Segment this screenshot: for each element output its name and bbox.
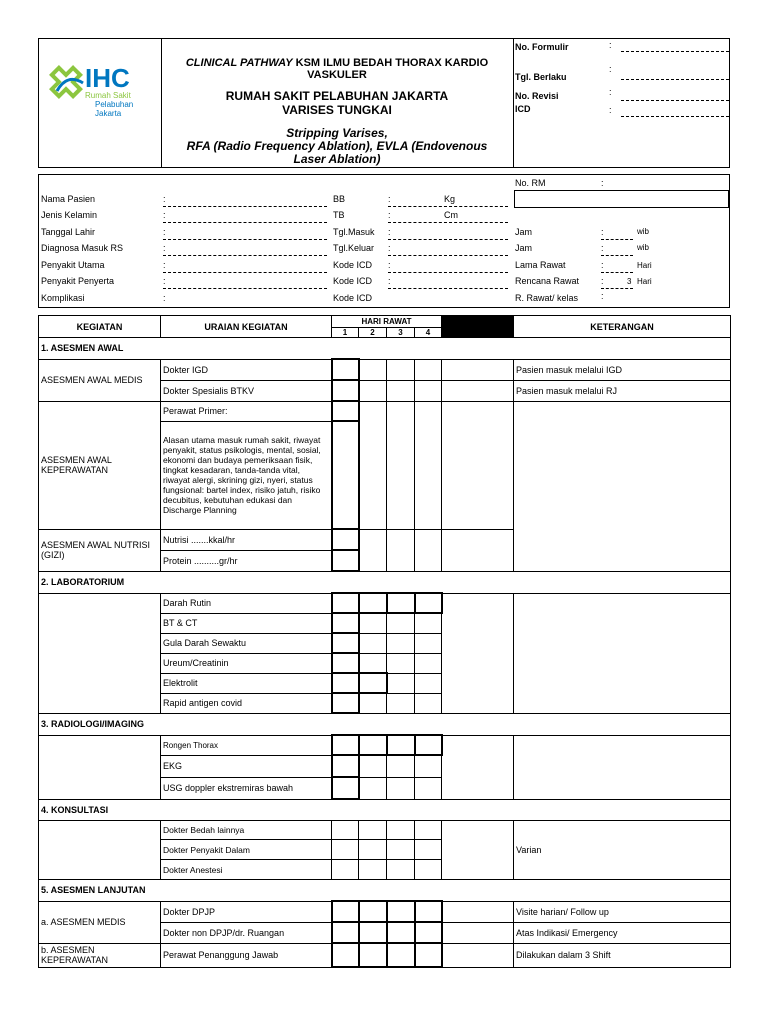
blank-cell: [442, 901, 514, 922]
logo-cell: [39, 39, 162, 167]
patient-mid-label: Kode ICD: [333, 276, 373, 286]
bb-field[interactable]: [388, 206, 508, 207]
colon: :: [163, 260, 166, 270]
kegiatan-label: a. ASESMEN MEDIS: [39, 901, 161, 943]
day-checkbox[interactable]: [359, 401, 387, 529]
blank-cell: [442, 359, 514, 380]
keterangan: Visite harian/ Follow up: [514, 901, 731, 922]
diagnosa-field[interactable]: [163, 255, 327, 256]
colon: :: [163, 293, 166, 303]
meta-colon: :: [609, 105, 612, 115]
uraian-item: Dokter non DPJP/dr. Ruangan: [161, 922, 332, 943]
keterangan-empty: [514, 593, 731, 713]
colon: :: [163, 227, 166, 237]
logo-brand: IHC: [85, 63, 130, 93]
meta-field[interactable]: [621, 79, 729, 80]
patient-right-label: Rencana Rawat: [515, 276, 580, 286]
day-checkbox[interactable]: [387, 613, 415, 633]
day-checkbox[interactable]: [359, 922, 387, 943]
day-checkbox[interactable]: [332, 359, 359, 380]
day-checkbox[interactable]: [332, 735, 359, 755]
meta-cell: [513, 39, 729, 167]
day-checkbox[interactable]: [387, 359, 415, 380]
kegiatan-empty: [39, 593, 161, 713]
hospital-name: RUMAH SAKIT PELABUHAN JAKARTA: [225, 89, 449, 103]
patient-label: Penyakit Utama: [41, 260, 105, 270]
uraian-item: Rongen Thorax: [161, 735, 332, 755]
day-checkbox[interactable]: [332, 901, 359, 922]
blank-cell: [442, 735, 514, 799]
colon: :: [388, 227, 391, 237]
tgl-masuk-field[interactable]: [388, 239, 508, 240]
penyakit-utama-field[interactable]: [163, 272, 327, 273]
day-checkbox[interactable]: [387, 653, 415, 673]
title-italic: CLINICAL PATHWAY: [185, 57, 293, 69]
day-checkbox[interactable]: [387, 821, 415, 840]
patient-label: Komplikasi: [41, 293, 85, 303]
day-checkbox[interactable]: [332, 840, 359, 860]
keterangan-empty: [514, 735, 731, 799]
day-checkbox[interactable]: [359, 840, 387, 860]
day-checkbox[interactable]: [415, 821, 442, 840]
patient-label: Tanggal Lahir: [41, 227, 96, 237]
day-checkbox[interactable]: [359, 380, 387, 401]
colon: :: [601, 291, 604, 301]
day-checkbox[interactable]: [387, 943, 415, 967]
day-checkbox[interactable]: [332, 401, 359, 421]
day-checkbox[interactable]: [332, 860, 359, 880]
condition-name: VARISES TUNGKAI: [282, 103, 392, 117]
unit-cm: Cm: [444, 210, 458, 220]
day-checkbox[interactable]: [359, 673, 387, 693]
patient-mid-label: Kode ICD: [333, 260, 373, 270]
patient-mid-label: TB: [333, 210, 345, 220]
meta-field[interactable]: [621, 116, 729, 117]
col-blackout: [442, 316, 514, 338]
kegiatan-label: ASESMEN AWAL MEDIS: [39, 359, 161, 401]
day-checkbox[interactable]: [332, 943, 359, 967]
day-checkbox[interactable]: [359, 860, 387, 880]
day-checkbox[interactable]: [415, 529, 442, 571]
patient-mid-label: Tgl.Keluar: [333, 243, 375, 253]
day-checkbox[interactable]: [332, 777, 359, 799]
day-checkbox[interactable]: [415, 613, 442, 633]
day-checkbox[interactable]: [415, 673, 442, 693]
colon: :: [601, 276, 604, 286]
uraian-item: Ureum/Creatinin: [161, 653, 332, 673]
colon: :: [601, 227, 604, 237]
logo-line2: Pelabuhan Jakarta: [95, 100, 134, 118]
section-title: 4. KONSULTASI: [39, 799, 731, 821]
patient-label: Nama Pasien: [41, 194, 96, 204]
day-checkbox[interactable]: [415, 380, 442, 401]
title-rest: KSM ILMU BEDAH THORAX KARDIO VASKULER: [292, 57, 489, 81]
lama-rawat-field[interactable]: [601, 272, 633, 273]
pathway-table: [38, 315, 731, 968]
patient-label: Diagnosa Masuk RS: [41, 243, 124, 253]
col-keterangan: KETERANGAN: [514, 316, 731, 338]
keterangan: Pasien masuk melalui IGD: [514, 359, 731, 380]
unit-wib: wib: [637, 227, 650, 236]
day-checkbox[interactable]: [359, 693, 387, 713]
kegiatan-empty: [39, 821, 161, 880]
day-checkbox[interactable]: [415, 653, 442, 673]
patient-mid-label: Tgl.Masuk: [333, 227, 375, 237]
day-checkbox[interactable]: [415, 359, 442, 380]
day-checkbox[interactable]: [359, 633, 387, 653]
colon: :: [601, 243, 604, 253]
kode-icd-field[interactable]: [388, 288, 508, 289]
uraian-item: Perawat Penanggung Jawab: [161, 943, 332, 967]
procedure-line1: Stripping Varises,: [286, 126, 388, 140]
keterangan-empty: [514, 401, 731, 571]
day-checkbox[interactable]: [387, 529, 415, 571]
day-checkbox[interactable]: [387, 860, 415, 880]
blank-cell: [442, 593, 514, 713]
day-checkbox[interactable]: [387, 735, 415, 755]
day-checkbox[interactable]: [415, 860, 442, 880]
jam-keluar-field[interactable]: [601, 255, 633, 256]
day-checkbox[interactable]: [332, 529, 359, 550]
kegiatan-label: ASESMEN AWAL NUTRISI (GIZI): [39, 529, 161, 571]
col-hari-rawat: HARI RAWAT: [332, 316, 442, 328]
jam-masuk-field[interactable]: [601, 239, 633, 240]
meta-label: No. Revisi: [515, 91, 559, 101]
day-checkbox[interactable]: [359, 529, 387, 571]
rencana-rawat-field[interactable]: [601, 288, 633, 289]
unit-hari: Hari: [637, 277, 652, 286]
day-checkbox[interactable]: [415, 777, 442, 799]
day-checkbox[interactable]: [359, 613, 387, 633]
day-checkbox[interactable]: [359, 735, 387, 755]
uraian-item: Perawat Primer:: [161, 401, 332, 421]
day-checkbox[interactable]: [332, 380, 359, 401]
day-checkbox[interactable]: [359, 593, 387, 613]
colon: :: [163, 194, 166, 204]
tanggal-lahir-field[interactable]: [163, 239, 327, 240]
day-checkbox[interactable]: [332, 421, 359, 529]
uraian-item: Rapid antigen covid: [161, 693, 332, 713]
uraian-item: Dokter Penyakit Dalam: [161, 840, 332, 860]
day-checkbox[interactable]: [332, 673, 359, 693]
day-checkbox[interactable]: [359, 653, 387, 673]
colon: :: [388, 243, 391, 253]
meta-label: ICD: [515, 104, 531, 114]
patient-right-label: R. Rawat/ kelas: [515, 293, 579, 303]
day-checkbox[interactable]: [415, 593, 442, 613]
meta-label: No. Formulir: [515, 42, 569, 52]
meta-field[interactable]: [621, 51, 729, 52]
day-checkbox[interactable]: [359, 359, 387, 380]
uraian-item: BT & CT: [161, 613, 332, 633]
day-checkbox[interactable]: [359, 755, 387, 777]
day-checkbox[interactable]: [332, 550, 359, 571]
meta-colon: :: [609, 40, 612, 50]
day-2: 2: [359, 328, 387, 338]
day-checkbox[interactable]: [332, 922, 359, 943]
meta-colon: :: [609, 64, 612, 74]
blank-cell: [442, 943, 514, 967]
nama-pasien-field[interactable]: [163, 206, 327, 207]
uraian-item: Dokter Spesialis BTKV: [161, 380, 332, 401]
colon: :: [601, 260, 604, 270]
day-checkbox[interactable]: [332, 613, 359, 633]
day-checkbox[interactable]: [415, 943, 442, 967]
day-checkbox[interactable]: [387, 922, 415, 943]
tb-field[interactable]: [388, 222, 508, 223]
meta-colon: :: [609, 87, 612, 97]
day-checkbox[interactable]: [332, 821, 359, 840]
uraian-item: Dokter Anestesi: [161, 860, 332, 880]
day-4: 4: [415, 328, 442, 338]
rencana-rawat-value: 3: [627, 277, 632, 286]
unit-kg: Kg: [444, 194, 456, 204]
blank-cell: [442, 380, 514, 401]
day-checkbox[interactable]: [359, 943, 387, 967]
kegiatan-empty: [39, 735, 161, 799]
day-checkbox[interactable]: [332, 633, 359, 653]
day-checkbox[interactable]: [359, 777, 387, 799]
day-checkbox[interactable]: [387, 593, 415, 613]
kegiatan-label: ASESMEN AWAL KEPERAWATAN: [39, 401, 161, 529]
title-cell: [161, 39, 514, 167]
day-checkbox[interactable]: [359, 901, 387, 922]
day-checkbox[interactable]: [387, 755, 415, 777]
section-title: 5. ASESMEN LANJUTAN: [39, 880, 731, 902]
procedure-line2: RFA (Radio Frequency Ablation), EVLA (Endovenous Laser Ablation): [186, 139, 488, 166]
section-title: 1. ASESMEN AWAL: [39, 338, 731, 360]
patient-right-label: Jam: [515, 243, 533, 253]
uraian-item: USG doppler ekstremiras bawah: [161, 777, 332, 799]
kode-icd-field[interactable]: [388, 272, 508, 273]
colon: :: [163, 243, 166, 253]
colon: :: [163, 210, 166, 220]
unit-hari: Hari: [637, 261, 652, 270]
patient-label: Penyakit Penyerta: [41, 276, 115, 286]
keterangan: Varian: [514, 821, 731, 880]
meta-label: Tgl. Berlaku: [515, 72, 567, 82]
patient-mid-label: BB: [333, 194, 346, 204]
keterangan: Pasien masuk melalui RJ: [514, 380, 731, 401]
form-header: [38, 38, 730, 168]
blank-cell: [442, 529, 514, 571]
uraian-item: Gula Darah Sewaktu: [161, 633, 332, 653]
penyakit-penyerta-field[interactable]: [163, 288, 327, 289]
keterangan: Atas Indikasi/ Emergency: [514, 922, 731, 943]
keterangan: Dilakukan dalam 3 Shift: [514, 943, 731, 967]
unit-wib: wib: [637, 243, 650, 252]
uraian-item: Nutrisi .......kkal/hr: [161, 529, 332, 550]
day-checkbox[interactable]: [387, 693, 415, 713]
blank-cell: [442, 821, 514, 880]
day-checkbox[interactable]: [415, 735, 442, 755]
day-checkbox[interactable]: [415, 840, 442, 860]
blank-cell: [442, 401, 514, 529]
meta-field[interactable]: [621, 100, 729, 101]
uraian-item: Protein ..........gr/hr: [161, 550, 332, 571]
uraian-item: Dokter DPJP: [161, 901, 332, 922]
section-title: 2. LABORATORIUM: [39, 571, 731, 593]
day-checkbox[interactable]: [387, 401, 415, 529]
blank-cell: [442, 922, 514, 943]
uraian-item: Dokter Bedah lainnya: [161, 821, 332, 840]
uraian-item: Dokter IGD: [161, 359, 332, 380]
jenis-kelamin-field[interactable]: [163, 222, 327, 223]
kegiatan-label: b. ASESMEN KEPERAWATAN: [39, 943, 161, 967]
uraian-item: Elektrolit: [161, 673, 332, 693]
day-checkbox[interactable]: [387, 633, 415, 653]
patient-label: Jenis Kelamin: [41, 210, 98, 220]
day-checkbox[interactable]: [332, 755, 359, 777]
day-checkbox[interactable]: [387, 840, 415, 860]
patient-mid-label: Kode ICD: [333, 293, 373, 303]
day-checkbox[interactable]: [415, 693, 442, 713]
day-checkbox[interactable]: [332, 653, 359, 673]
colon: :: [163, 276, 166, 286]
tgl-keluar-field[interactable]: [388, 255, 508, 256]
colon: :: [388, 276, 391, 286]
patient-right-label: Lama Rawat: [515, 260, 566, 270]
section-title: 3. RADIOLOGI/IMAGING: [39, 713, 731, 735]
no-rm-colon: :: [601, 178, 604, 188]
day-checkbox[interactable]: [415, 901, 442, 922]
colon: :: [388, 260, 391, 270]
day-checkbox[interactable]: [332, 693, 359, 713]
day-checkbox[interactable]: [332, 593, 359, 613]
col-uraian: URAIAN KEGIATAN: [161, 316, 332, 338]
day-checkbox[interactable]: [415, 755, 442, 777]
no-rm-input[interactable]: [514, 190, 729, 208]
patient-right-label: Jam: [515, 227, 533, 237]
day-checkbox[interactable]: [387, 901, 415, 922]
colon: :: [388, 194, 391, 204]
day-checkbox[interactable]: [387, 380, 415, 401]
logo-line1: Rumah Sakit: [85, 91, 131, 100]
no-rm-label: No. RM: [515, 178, 546, 188]
day-checkbox[interactable]: [387, 777, 415, 799]
patient-identity-box: [38, 174, 730, 308]
uraian-item: Darah Rutin: [161, 593, 332, 613]
day-checkbox[interactable]: [415, 633, 442, 653]
col-kegiatan: KEGIATAN: [39, 316, 161, 338]
colon: :: [388, 210, 391, 220]
day-checkbox[interactable]: [359, 821, 387, 840]
uraian-item: EKG: [161, 755, 332, 777]
day-3: 3: [387, 328, 415, 338]
day-1: 1: [332, 328, 359, 338]
form-title: [161, 57, 513, 81]
day-checkbox[interactable]: [387, 673, 415, 693]
uraian-item-long: Alasan utama masuk rumah sakit, riwayat penyakit, status psikologis, mental, sosial, ekonomi dan budaya pemeriksaan fisik, tingkat kesadaran, tanda-tanda vital, riwayat alergi, skrining gizi, nyeri, status fungsional: bartel index, risiko jatuh, risiko decubitus, kebutuhan edukasi dan Discharge Planning: [161, 421, 332, 529]
day-checkbox[interactable]: [415, 922, 442, 943]
day-checkbox[interactable]: [415, 401, 442, 529]
